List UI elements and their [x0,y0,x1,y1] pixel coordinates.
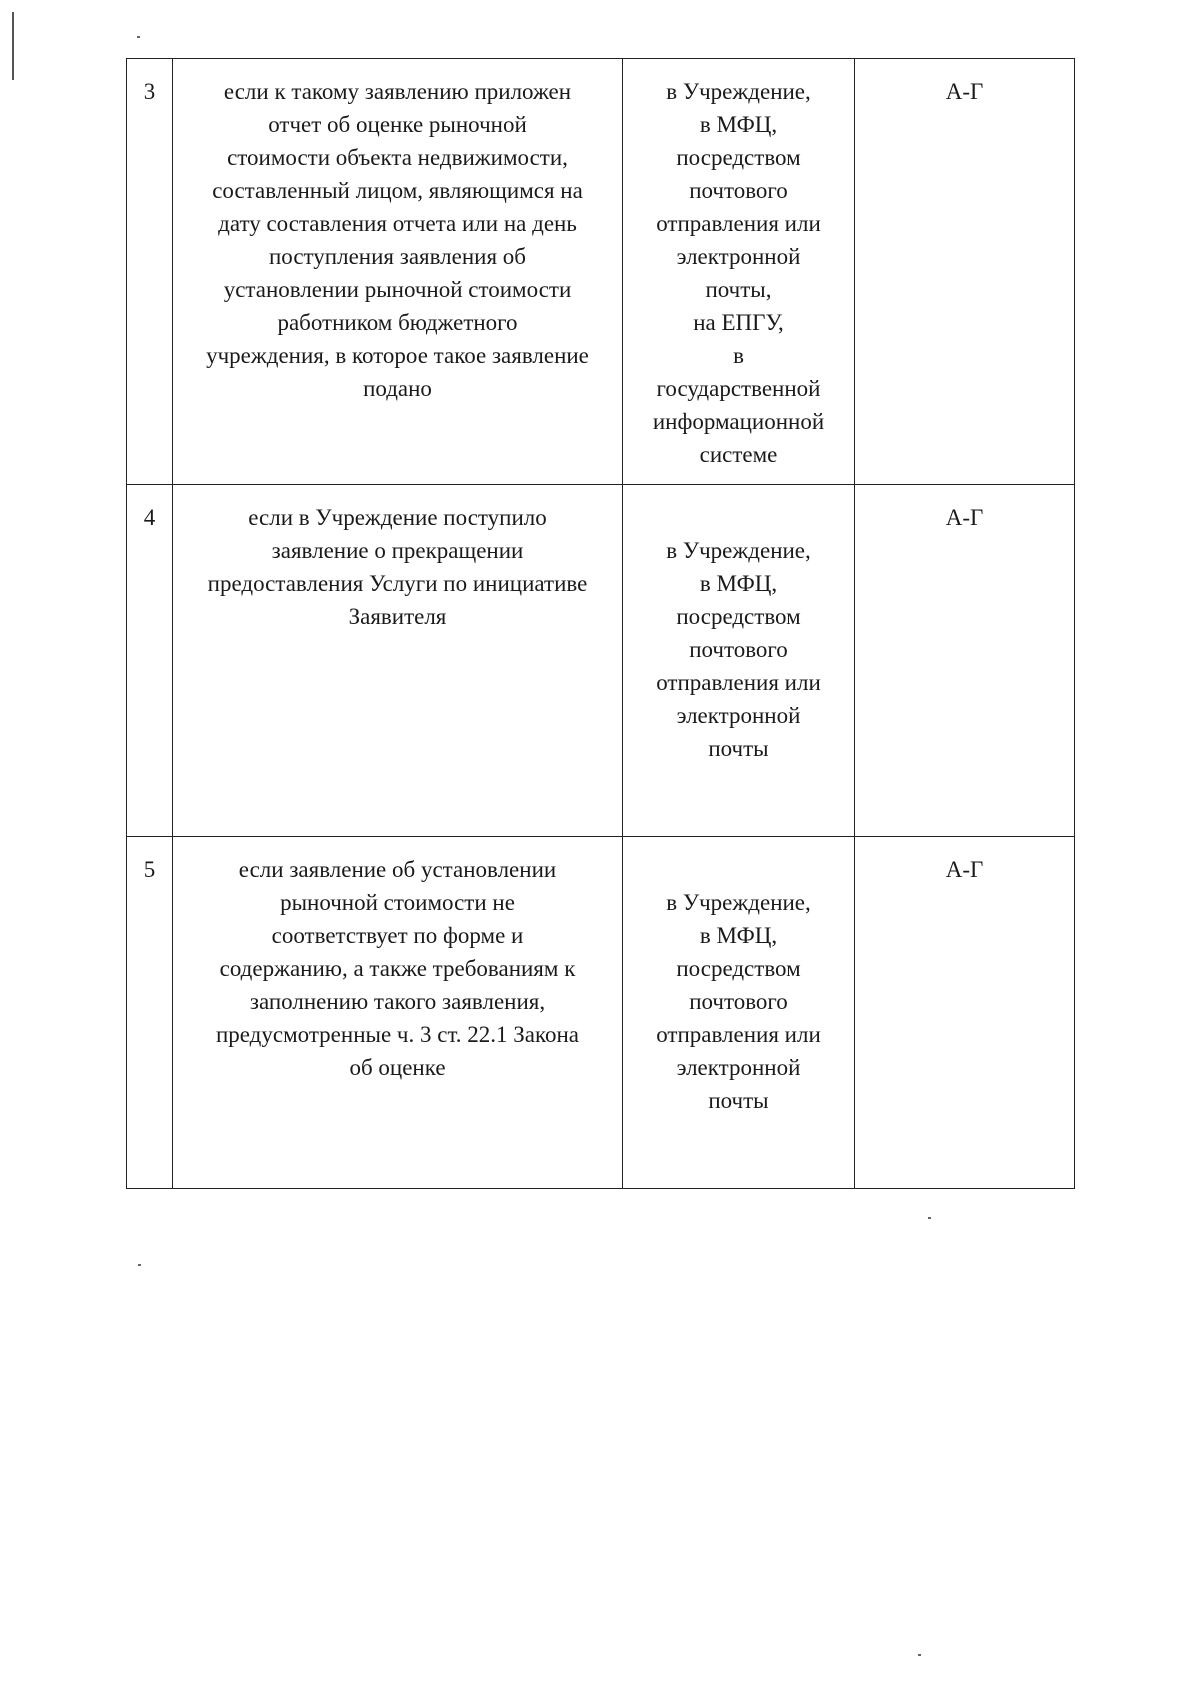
row-number: 4 [127,485,173,837]
table-row [127,837,1075,1189]
scan-speck [918,1654,921,1656]
row-number: 5 [127,837,173,1189]
scan-speck [138,1264,141,1266]
row-submission-method: в Учреждение, в МФЦ, посредством почтового отправления или электронной почты [623,485,855,837]
scan-edge-mark [12,12,14,80]
row-condition: если заявление об установлении рыночной стоимости не соответствует по форме и содержанию, а также требованиям к заполнению такого заявления, предусмотренные ч. 3 ст. 22.1 Закона об оценке [173,837,623,1189]
row-condition: если в Учреждение поступило заявление о прекращении предоставления Услуги по инициативе Заявителя [173,485,623,837]
row-code: А-Г [855,59,1075,485]
scan-speck [137,36,140,38]
table-row [127,59,1075,485]
row-number: 3 [127,59,173,485]
row-condition: если к такому заявлению приложен отчет об оценке рыночной стоимости объекта недвижимости, составленный лицом, являющимся на дату составления отчета или на день поступления заявления об установлении рыночной стоимости работником бюджетного учреждения, в которое такое заявление подано [173,59,623,485]
row-code: А-Г [855,485,1075,837]
table-row [127,485,1075,837]
scan-speck [928,1217,931,1219]
row-submission-method: в Учреждение, в МФЦ, посредством почтового отправления или электронной почты [623,837,855,1189]
row-submission-method: в Учреждение, в МФЦ, посредством почтового отправления или электронной почты, на ЕПГУ, в государственной информационной системе [623,59,855,485]
row-code: А-Г [855,837,1075,1189]
conditions-table [126,58,1075,1189]
